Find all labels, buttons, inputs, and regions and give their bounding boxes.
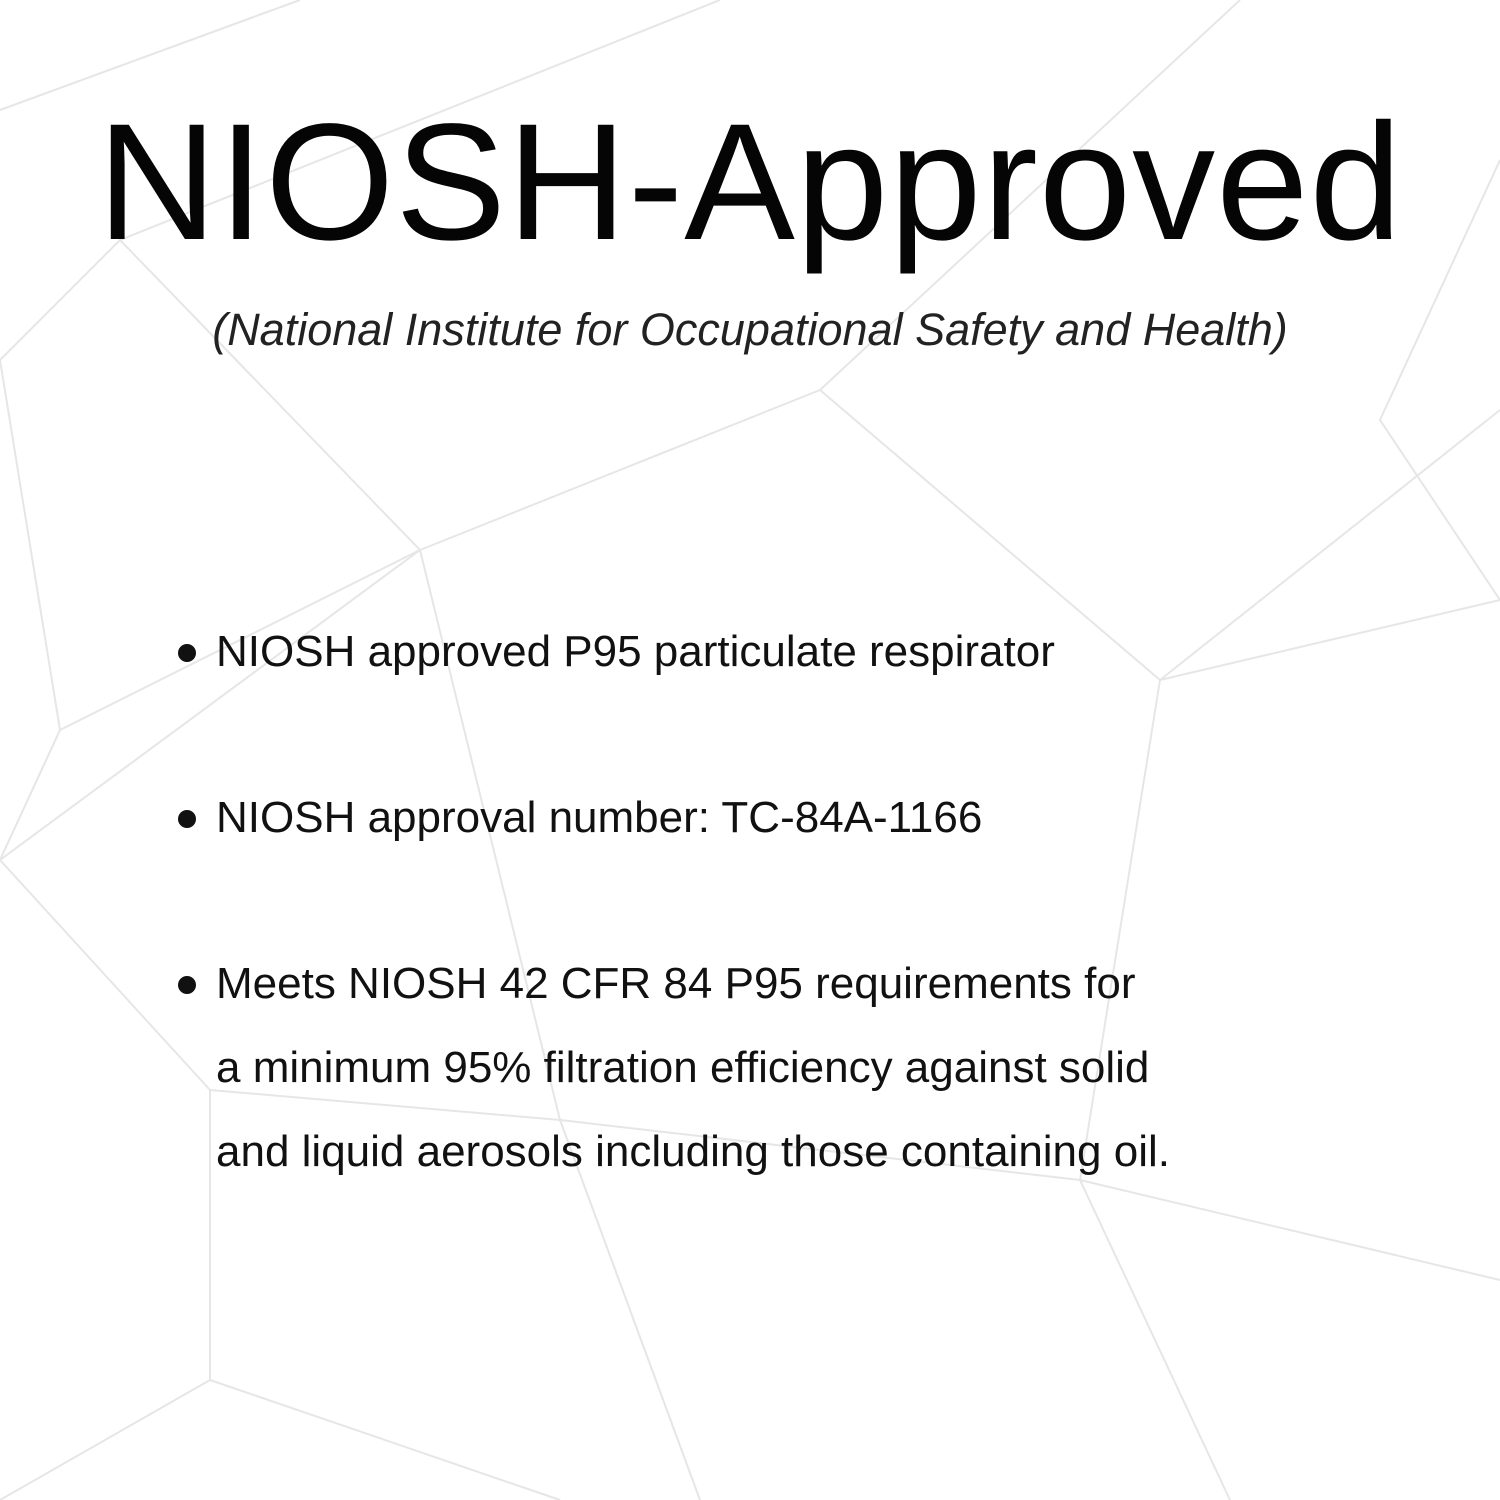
bullet-item-requirements: [172, 942, 1372, 1194]
bullet-text-line: and liquid aerosols including those containing oil.: [216, 1127, 1170, 1176]
bullet-text-line: Meets NIOSH 42 CFR 84 P95 requirements for: [216, 959, 1136, 1008]
bullet-dot-icon: [178, 810, 196, 828]
bullet-dot-icon: [178, 644, 196, 662]
page-title: NIOSH-Approved: [97, 90, 1403, 275]
page-subtitle: (National Institute for Occupational Safety and Health): [212, 304, 1288, 355]
bullet-item-p95-respirator: [172, 610, 1372, 694]
bullet-item-approval-number: [172, 776, 1372, 860]
bullet-dot-icon: [178, 976, 196, 994]
bullet-text-line: NIOSH approval number: TC-84A-1166: [216, 793, 983, 842]
bullet-text-line: NIOSH approved P95 particulate respirator: [216, 627, 1055, 676]
bullet-text-line: a minimum 95% filtration efficiency against solid: [216, 1043, 1150, 1092]
